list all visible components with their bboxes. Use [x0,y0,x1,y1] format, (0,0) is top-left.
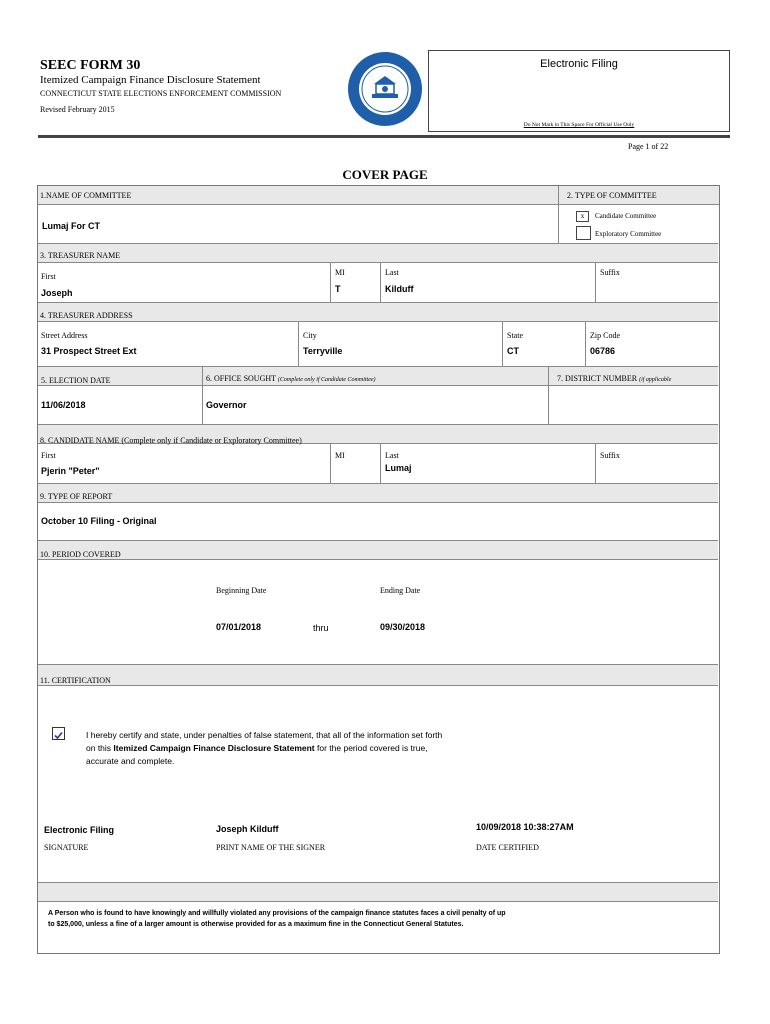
state-seal [346,50,424,128]
report-type-label: 9. TYPE OF REPORT [40,492,113,501]
section-8-header [38,424,718,444]
section-10-header [38,540,718,560]
committee-name-value: Lumaj For CT [42,221,100,231]
treasurer-suffix-label: Suffix [600,268,620,277]
treasurer-first-label: First [41,272,56,281]
city-label: City [303,331,317,340]
treasurer-last-label: Last [385,268,399,277]
candidate-last-value: Lumaj [385,463,412,473]
checkmark-icon [53,730,64,741]
candidate-committee-checkbox[interactable]: x [576,211,589,222]
ending-date-label: Ending Date [380,586,421,595]
candidate-mi-label: MI [335,451,345,460]
state-value: CT [507,346,519,356]
candidate-suffix-label: Suffix [600,451,620,460]
office-sought-label: 6. OFFICE SOUGHT (Complete only if Candidate Committee) [206,374,376,383]
city-value: Terryville [303,346,343,356]
report-type-value: October 10 Filing - Original [41,516,157,526]
office-sought-value: Governor [206,400,247,410]
committee-name-label: 1.NAME OF COMMITTEE [40,191,132,200]
period-covered-label: 10. PERIOD COVERED [40,550,121,559]
blank-shaded-row [38,882,718,902]
certification-text: I hereby certify and state, under penalties of false statement, that all of the information set forth on this Itemized Campaign Finance Disclosure Statement for the period covered is true, accurate and complete. [86,730,443,766]
divider [595,262,596,302]
ending-date-value: 09/30/2018 [380,622,426,632]
signer-name-value: Joseph Kilduff [216,824,279,834]
election-date-label: 5. ELECTION DATE [41,376,111,385]
treasurer-address-label: 4. TREASURER ADDRESS [40,311,133,320]
section-3-header [38,243,718,263]
committee-type-label: 2. TYPE OF COMMITTEE [567,191,657,200]
commission-name: CONNECTICUT STATE ELECTIONS ENFORCEMENT COMMISSION [40,89,282,98]
certification-checkbox[interactable] [52,727,65,740]
signature-value: Electronic Filing [44,825,115,835]
cover-page-title: COVER PAGE [342,167,428,182]
street-label: Street Address [41,331,88,340]
section-9-header [38,483,718,503]
exploratory-committee-checkbox[interactable] [576,226,591,240]
election-date-value: 11/06/2018 [41,400,86,410]
page-number: Page 1 of 22 [628,142,669,151]
treasurer-last-value: Kilduff [385,284,414,294]
divider [380,443,381,483]
date-certified-label: DATE CERTIFIED [476,843,539,852]
thru-text: thru [313,623,329,633]
street-value: 31 Prospect Street Ext [41,346,137,356]
certification-label: 11. CERTIFICATION [40,676,111,685]
divider [330,262,331,302]
header-rule [38,135,730,138]
divider [202,366,203,424]
candidate-last-label: Last [385,451,399,460]
signer-name-label: PRINT NAME OF THE SIGNER [216,843,326,852]
divider [380,262,381,302]
candidate-committee-label: Candidate Committee [595,212,657,220]
candidate-first-label: First [41,451,56,460]
treasurer-mi-value: T [335,284,341,294]
form-title: SEEC FORM 30 [40,58,141,73]
divider [548,366,549,424]
divider [330,443,331,483]
state-label: State [507,331,523,340]
candidate-first-value: Pjerin "Peter" [41,466,100,476]
date-certified-value: 10/09/2018 10:38:27AM [476,822,574,832]
divider [502,321,503,366]
divider [298,321,299,366]
treasurer-first-value: Joseph [41,288,73,298]
official-use-box [428,50,730,132]
divider [558,205,559,243]
section-4-header [38,302,718,322]
zip-value: 06786 [590,346,616,356]
official-box-title: Electronic Filing [540,58,618,70]
treasurer-mi-label: MI [335,268,345,277]
divider [585,321,586,366]
section-1-header [38,186,558,205]
beginning-date-label: Beginning Date [216,586,267,595]
section-2-header [558,186,719,205]
divider [595,443,596,483]
beginning-date-value: 07/01/2018 [216,622,262,632]
official-box-note: Do Not Mark in This Space For Official Use Only [523,122,635,128]
zip-label: Zip Code [590,331,620,340]
treasurer-name-label: 3. TREASURER NAME [40,251,121,260]
exploratory-committee-label: Exploratory Committee [595,230,662,238]
candidate-name-label: 8. CANDIDATE NAME (Complete only if Candidate or Exploratory Committee) [40,436,302,445]
penalty-notice: A Person who is found to have knowingly and willfully violated any provisions of the campaign finance statutes faces a civil penalty of up to $25,000, unless a fine of a larger amount is otherwise provided for as a maximum fine in the Connecticut General Statutes. [48,910,506,928]
signature-label: SIGNATURE [44,843,89,852]
section-11-header [38,664,718,686]
district-number-label: 7. DISTRICT NUMBER (if applicable [557,374,672,383]
form-frame [37,185,720,954]
form-subtitle: Itemized Campaign Finance Disclosure Statement [40,74,261,86]
revised-date: Revised February 2015 [40,105,115,114]
